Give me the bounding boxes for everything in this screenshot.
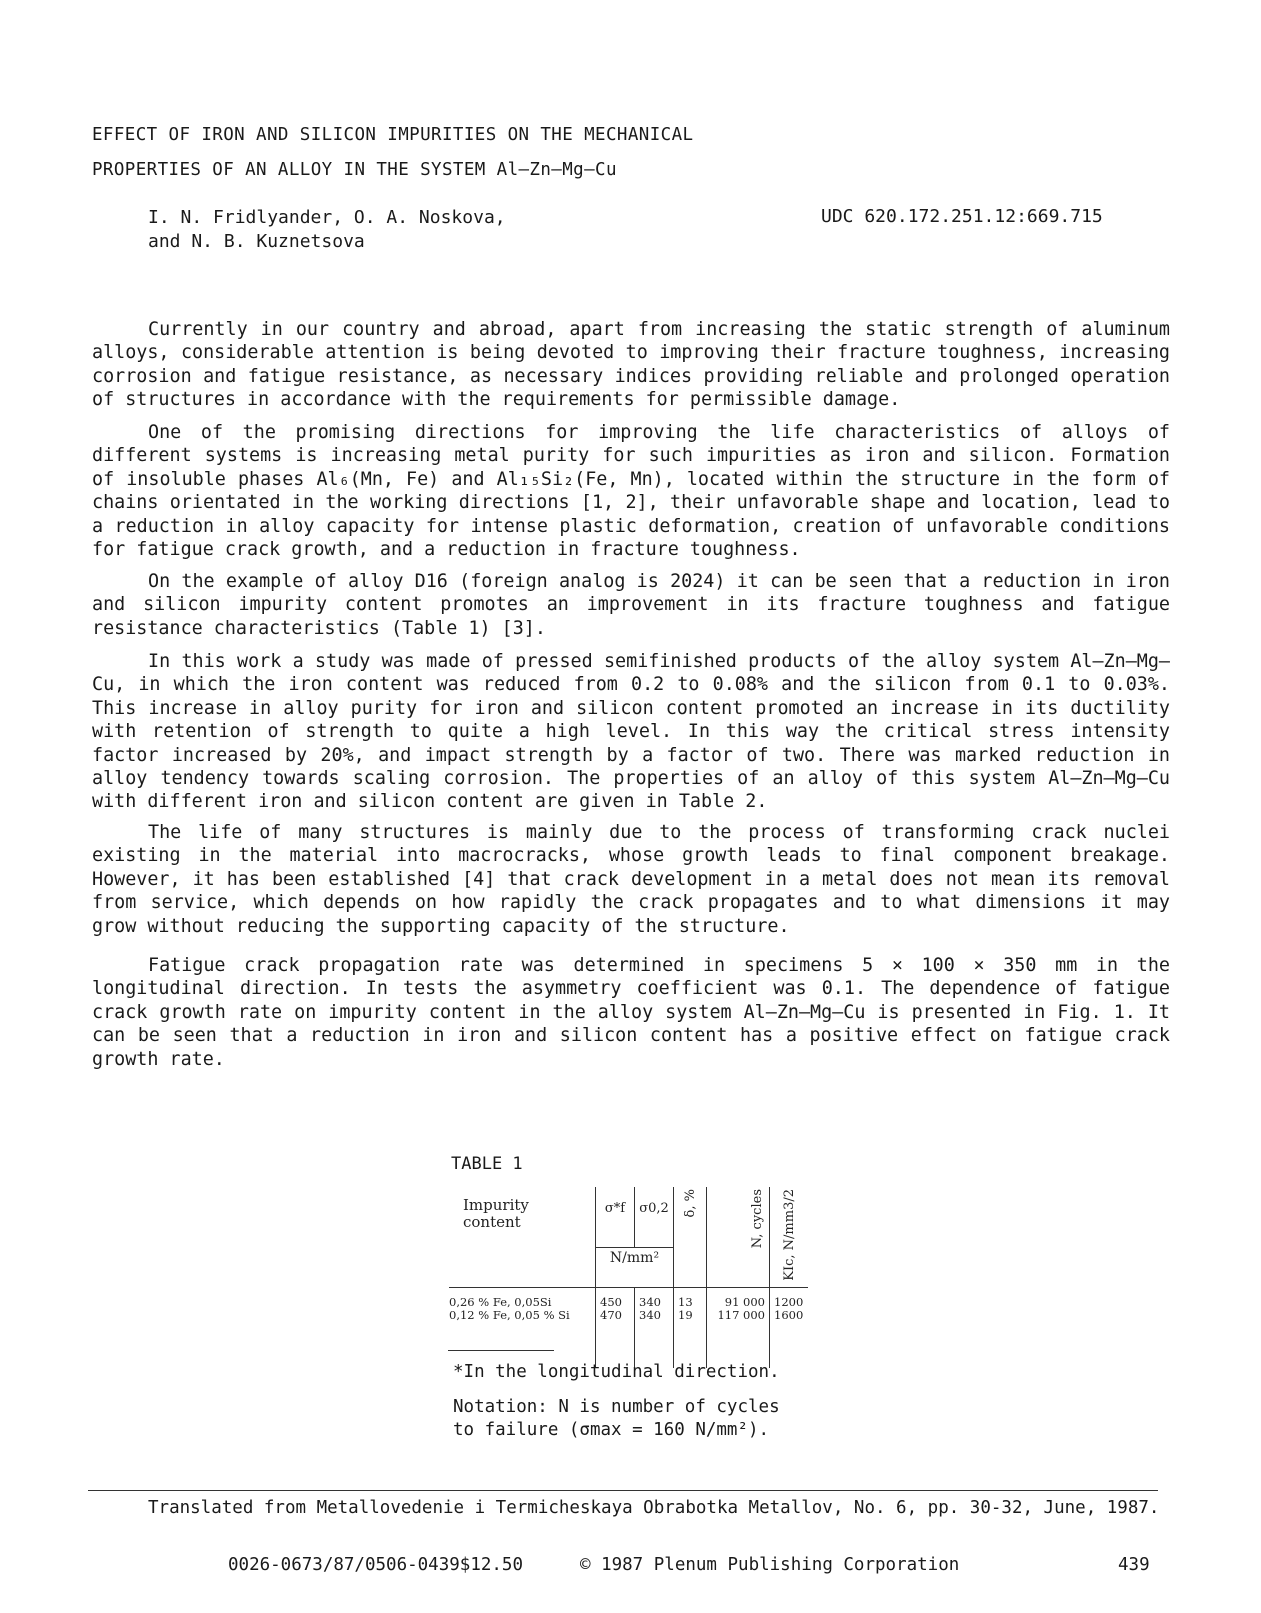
translation-note: Translated from Metallovedenie i Termicheskaya Obrabotka Metallov, No. 6, pp. 30-32, June, 1987. bbox=[148, 1498, 1160, 1518]
paragraph-5: The life of many structures is mainly due to the process of transforming crack nuclei existing in the material into macrocracks, whose growth leads to final component breakage. However, it has been established [4] that crack development in a metal does not mean its removal from service, which depends on how rapidly the crack propagates and to what dimensions it may grow without reducing the supporting capacity of the structure. bbox=[92, 822, 1170, 937]
paragraph-3: On the example of alloy D16 (foreign analog is 2024) it can be seen that a reduction in iron and silicon impurity content promotes an improvement in its fracture toughness and fatigue resistance characteristics (Table 1) [3]. bbox=[92, 571, 1170, 639]
copyright: © 1987 Plenum Publishing Corporation bbox=[580, 1555, 960, 1575]
cell-cycles bbox=[707, 1287, 770, 1368]
row-1-delta: 13 bbox=[678, 1294, 693, 1309]
header-sigma-02: σ0,2 bbox=[635, 1187, 674, 1247]
footer-rule bbox=[88, 1490, 1158, 1491]
authors-line-1: I. N. Fridlyander, O. A. Noskova, bbox=[148, 207, 506, 228]
paragraph-2: One of the promising directions for improving the life characteristics of alloys of different systems is increasing metal purity for such impurities as iron and silicon. Formation of insoluble phases Al₆(Mn, Fe) and Al₁₅Si₂(Fe, Mn), located within the structure in the form of chains orientated in the working directions [1, 2], their unfavorable shape and location, lead to a reduction in alloy capacity for intense plastic deformation, creation of unfavorable conditions for fatigue crack growth, and a reduction in fracture toughness. bbox=[92, 422, 1170, 561]
row-1-sigma-f: 450 bbox=[600, 1294, 622, 1309]
cell-sigma-f bbox=[596, 1287, 635, 1368]
notation-line-1: Notation: N is number of cycles bbox=[453, 1397, 780, 1417]
udc-code: UDC 620.172.251.12:669.715 bbox=[821, 206, 1103, 227]
row-1-kic: 1200 bbox=[774, 1294, 804, 1309]
paper-title-line-1: EFFECT OF IRON AND SILICON IMPURITIES ON THE MECHANICAL bbox=[92, 125, 694, 145]
notation-line-2: to failure (σmax = 160 N/mm²). bbox=[453, 1420, 770, 1440]
table-footnote: *In the longitudinal direction. bbox=[453, 1362, 780, 1382]
paper-title-line-2: PROPERTIES OF AN ALLOY IN THE SYSTEM Al—Zn—Mg—Cu bbox=[92, 160, 617, 180]
paragraph-4: In this work a study was made of pressed semifinished products of the alloy system Al—Zn—Mg—Cu, in which the iron content was reduced from 0.2 to 0.08% and the silicon from 0.1 to 0.03%. This increase in alloy purity for iron and silicon content promoted an increase in its ductility with retention of strength to quite a high level. In this way the critical stress intensity factor increased by 20%, and impact strength by a factor of two. There was marked reduction in alloy tendency towards scaling corrosion. The properties of an alloy of this system Al—Zn—Mg—Cu with different iron and silicon content are given in Table 2. bbox=[92, 651, 1170, 813]
table-notation bbox=[453, 1396, 780, 1442]
footnote-rule bbox=[448, 1350, 554, 1351]
header-kic: KIc, N/mm3/2 bbox=[781, 1189, 797, 1281]
cell-kic bbox=[770, 1287, 809, 1368]
row-2-impurity: 0,12 % Fe, 0,05 % Si bbox=[449, 1307, 570, 1322]
row-2-delta: 19 bbox=[678, 1307, 693, 1322]
cell-sigma-02 bbox=[635, 1287, 674, 1368]
header-unit-nmm2: N/mm² bbox=[596, 1247, 674, 1287]
header-sigma-f: σ*f bbox=[596, 1187, 635, 1247]
authors bbox=[148, 206, 506, 254]
row-2-cycles: 117 000 bbox=[717, 1307, 765, 1322]
row-1-cycles: 91 000 bbox=[724, 1294, 765, 1309]
page-number: 439 bbox=[1118, 1555, 1150, 1575]
row-1-sigma-02: 340 bbox=[639, 1294, 661, 1309]
header-impurity-content: Impurity content bbox=[463, 1196, 529, 1231]
cell-impurity bbox=[449, 1287, 596, 1368]
row-2-kic: 1600 bbox=[774, 1307, 804, 1322]
authors-line-2: and N. B. Kuznetsova bbox=[148, 231, 365, 252]
header-cycles: N, cycles bbox=[750, 1189, 765, 1249]
table-1 bbox=[449, 1187, 808, 1368]
table-1-label: TABLE 1 bbox=[451, 1154, 523, 1174]
header-elongation: δ, % bbox=[682, 1189, 698, 1218]
row-1-impurity: 0,26 % Fe, 0,05Si bbox=[449, 1294, 552, 1309]
row-2-sigma-f: 470 bbox=[600, 1307, 622, 1322]
article-code: 0026-0673/87/0506-0439$12.50 bbox=[228, 1555, 524, 1575]
cell-delta bbox=[674, 1287, 707, 1368]
row-2-sigma-02: 340 bbox=[639, 1307, 661, 1322]
paragraph-6: Fatigue crack propagation rate was determined in specimens 5 × 100 × 350 mm in the longitudinal direction. In tests the asymmetry coefficient was 0.1. The dependence of fatigue crack growth rate on impurity content in the alloy system Al—Zn—Mg—Cu is presented in Fig. 1. It can be seen that a reduction in iron and silicon content has a positive effect on fatigue crack growth rate. bbox=[92, 955, 1170, 1070]
paragraph-1: Currently in our country and abroad, apart from increasing the static strength of aluminum alloys, considerable attention is being devoted to improving their fracture toughness, increasing corrosion and fatigue resistance, as necessary indices providing reliable and prolonged operation of structures in accordance with the requirements for permissible damage. bbox=[92, 319, 1170, 411]
